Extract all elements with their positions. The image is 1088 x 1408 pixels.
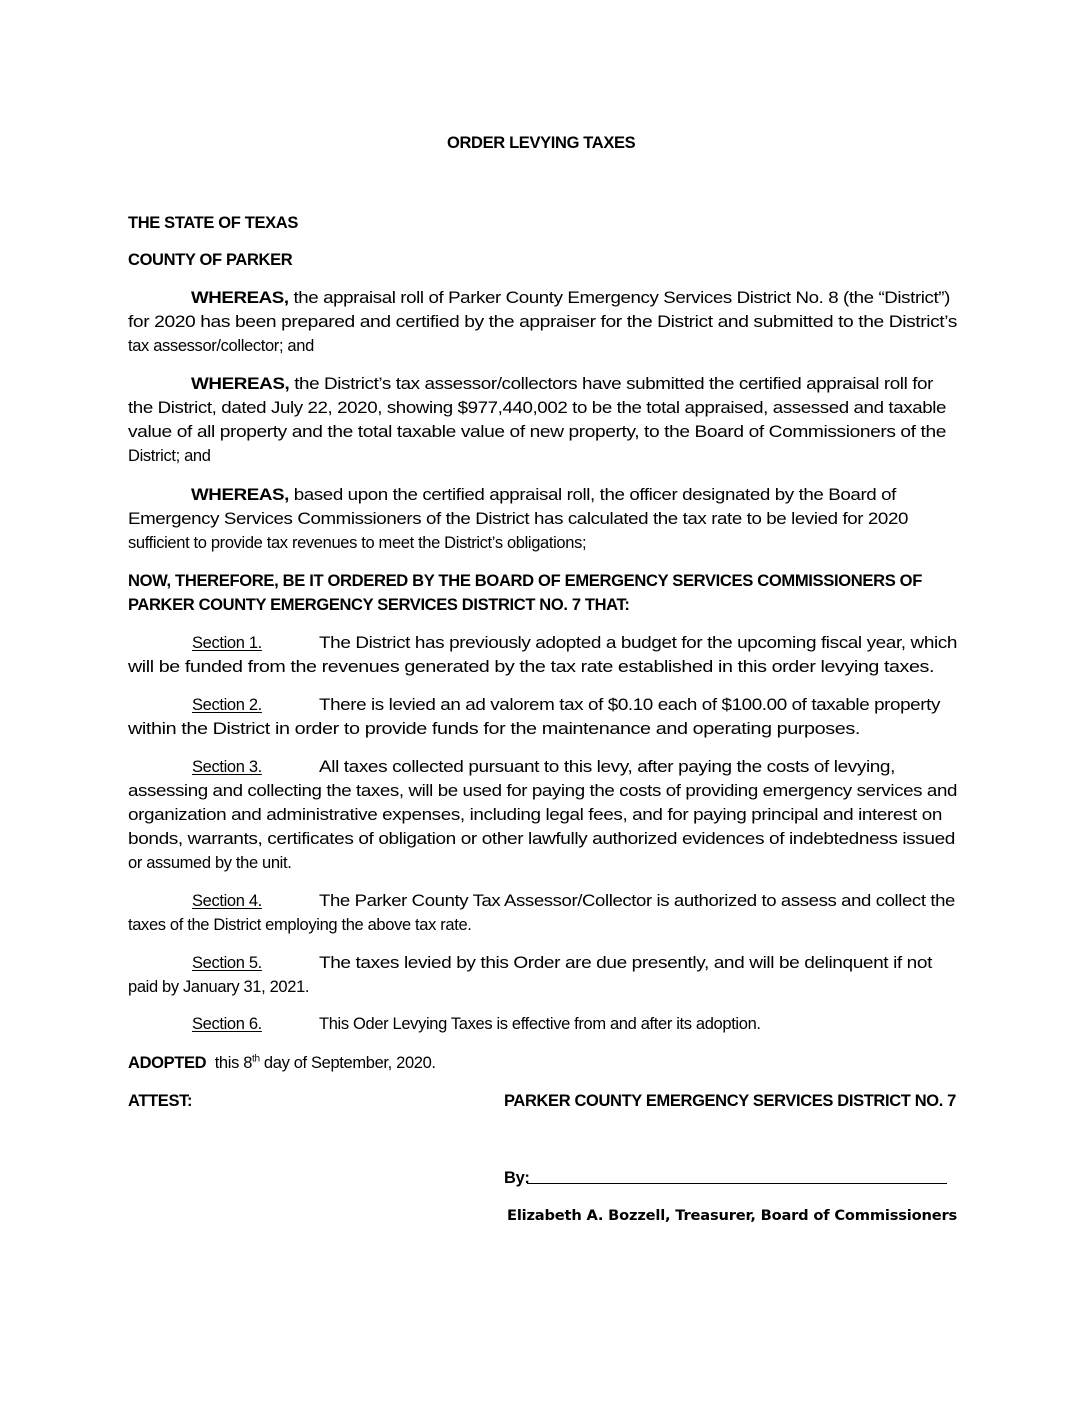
signatory-name: Elizabeth A. Bozzell, Treasurer, Board of Commissioners xyxy=(507,1208,958,1224)
signature-line xyxy=(527,1183,947,1184)
whereas-1-line-1 xyxy=(191,286,950,310)
now-therefore-line-2: PARKER COUNTY EMERGENCY SERVICES DISTRICT NO. 7 THAT: xyxy=(128,596,630,614)
section-4-line-2: taxes of the District employing the above tax rate. xyxy=(128,916,472,934)
section-2-line-1: There is levied an ad valorem tax of $0.10 each of $100.00 of taxable property xyxy=(319,696,940,714)
section-3-label: Section 3. xyxy=(192,758,262,776)
whereas-1-text: the appraisal roll of Parker County Emergency Services District No. 8 (the “District”) xyxy=(288,289,950,307)
section-1-label: Section 1. xyxy=(192,634,262,652)
whereas-2-line-2: the District, dated July 22, 2020, showing $977,440,002 to be the total appraised, assessed and taxable xyxy=(128,399,947,417)
section-3-line-5: or assumed by the unit. xyxy=(128,854,292,872)
section-6-label: Section 6. xyxy=(192,1015,262,1033)
section-2-line-2: within the District in order to provide funds for the maintenance and operating purposes. xyxy=(128,720,860,738)
whereas-2-lead: WHEREAS, xyxy=(191,375,290,393)
section-4-line-1: The Parker County Tax Assessor/Collector is authorized to assess and collect the xyxy=(319,892,955,910)
whereas-2-line-4: District; and xyxy=(128,447,211,465)
adopted-pre: this 8 xyxy=(206,1054,253,1072)
adopted-ordinal-suffix: th xyxy=(252,1053,260,1065)
whereas-3-line-2: Emergency Services Commissioners of the District has calculated the tax rate to be levied for 2020 xyxy=(128,510,908,528)
adopted-lead: ADOPTED xyxy=(128,1054,207,1072)
whereas-3-text: based upon the certified appraisal roll, the officer designated by the Board of xyxy=(288,486,897,504)
adopted-post: day of September, 2020. xyxy=(259,1054,436,1072)
whereas-1-lead: WHEREAS, xyxy=(191,289,289,307)
whereas-2-line-3: value of all property and the total taxable value of new property, to the Board of Commissioners of the xyxy=(128,423,946,441)
whereas-2-text: the District’s tax assessor/collectors have submitted the certified appraisal roll for xyxy=(289,375,934,393)
whereas-1-line-3: tax assessor/collector; and xyxy=(128,337,314,355)
by-label: By: xyxy=(504,1169,530,1187)
now-therefore-line-1: NOW, THEREFORE, BE IT ORDERED BY THE BOARD OF EMERGENCY SERVICES COMMISSIONERS OF xyxy=(128,572,922,590)
whereas-2-line-1 xyxy=(191,372,933,396)
whereas-3-line-1 xyxy=(191,483,896,507)
section-5-line-2: paid by January 31, 2021. xyxy=(128,978,310,996)
section-2-label: Section 2. xyxy=(192,696,262,714)
section-6-line-1: This Oder Levying Taxes is effective from and after its adoption. xyxy=(319,1015,761,1033)
section-3-line-2: assessing and collecting the taxes, will be used for paying the costs of providing emergency services and xyxy=(128,782,958,800)
district-signature-heading: PARKER COUNTY EMERGENCY SERVICES DISTRICT NO. 7 xyxy=(504,1092,956,1110)
section-1-line-1: The District has previously adopted a budget for the upcoming fiscal year, which xyxy=(319,634,957,652)
county-heading: COUNTY OF PARKER xyxy=(128,251,293,269)
section-4-label: Section 4. xyxy=(192,892,262,910)
section-1-line-2: will be funded from the revenues generated by the tax rate established in this order levying taxes. xyxy=(128,658,934,676)
section-3-line-4: bonds, warrants, certificates of obligation or other lawfully authorized evidences of indebtedness issued xyxy=(128,830,956,848)
whereas-1-line-2: for 2020 has been prepared and certified by the appraiser for the District and submitted to the District’s xyxy=(128,313,957,331)
whereas-3-lead: WHEREAS, xyxy=(191,486,289,504)
section-3-line-3: organization and administrative expenses, including legal fees, and for paying principal and interest on xyxy=(128,806,942,824)
attest-label: ATTEST: xyxy=(128,1092,193,1110)
section-5-line-1: The taxes levied by this Order are due presently, and will be delinquent if not xyxy=(319,954,932,972)
adopted-line xyxy=(128,1051,436,1075)
state-heading: THE STATE OF TEXAS xyxy=(128,214,299,232)
section-3-line-1: All taxes collected pursuant to this levy, after paying the costs of levying, xyxy=(319,758,895,776)
whereas-3-line-3: sufficient to provide tax revenues to meet the District’s obligations; xyxy=(128,534,587,552)
document-title: ORDER LEVYING TAXES xyxy=(447,134,636,152)
section-5-label: Section 5. xyxy=(192,954,262,972)
